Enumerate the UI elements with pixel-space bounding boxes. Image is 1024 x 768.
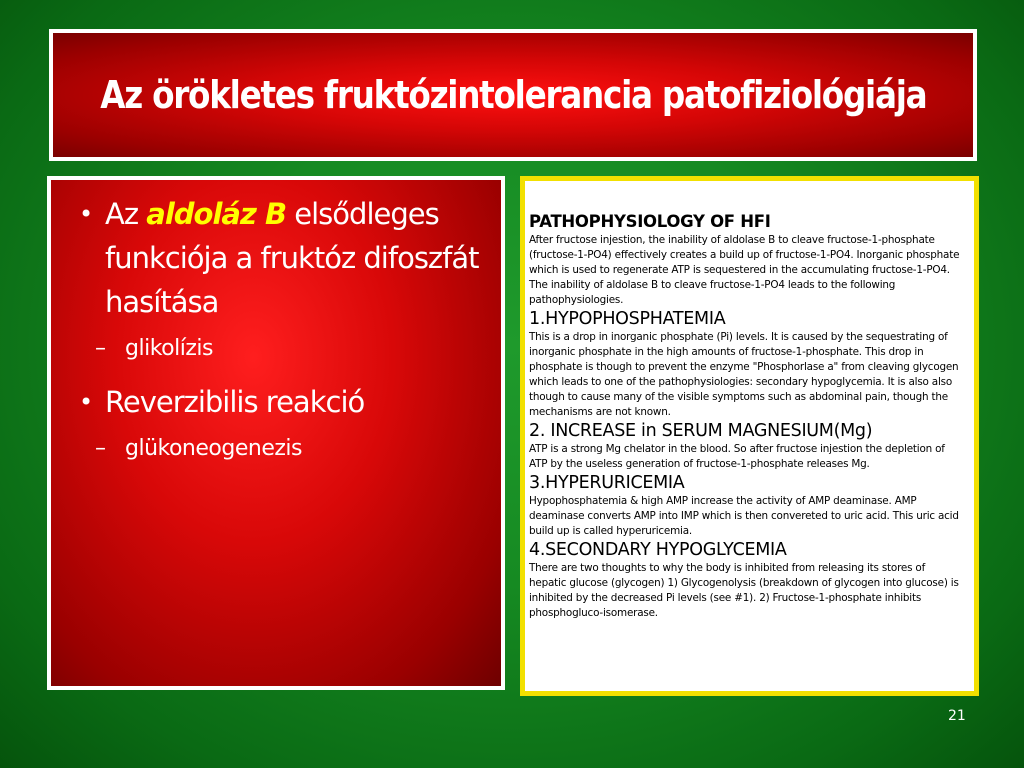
section-4-heading: 4.SECONDARY HYPOGLYCEMIA bbox=[529, 540, 787, 560]
slide-title: Az örökletes fruktózintolerancia patofiziológiája bbox=[99, 73, 927, 117]
bullet-2-text: Reverzibilis reakció bbox=[105, 385, 365, 419]
bullet-1-suffix: elsődleges funkciója a fruktóz difoszfát hasítása bbox=[105, 197, 479, 319]
bullet-panel bbox=[47, 176, 505, 690]
sub-item-1 bbox=[79, 330, 481, 368]
page-number: 21 bbox=[948, 708, 966, 724]
excerpt-document bbox=[529, 211, 965, 621]
bullet-dot-icon: • bbox=[79, 200, 93, 228]
section-1-heading: 1.HYPOPHOSPHATEMIA bbox=[529, 309, 726, 329]
section-3-text: Hypophosphatemia & high AMP increase the activity of AMP deaminase. AMP deaminase converts AMP into IMP which is then convereted to uric acid. This uric acid build up is called hyperuricemia. bbox=[529, 495, 959, 537]
section-2-text: ATP is a strong Mg chelator in the blood. So after fructose injestion the depletion of ATP by the useless generation of fructose-1-phosphate releases Mg. bbox=[529, 443, 945, 470]
section-3-heading: 3.HYPERURICEMIA bbox=[529, 473, 685, 493]
excerpt-image bbox=[520, 176, 979, 696]
bullet-1-highlight: aldoláz B bbox=[146, 197, 287, 231]
section-1-text: This is a drop in inorganic phosphate (Pi) levels. It is caused by the sequestrating of inorganic phosphate in the high amounts of fructose-1-phosphate. This drop in phosphate is though to prevent the enzyme "Phosphorlase a" from cleaving glycogen which leads to one of the pathophysiologies: secondary hypoglycemia. It is also also though to cause many of the visible symptoms such as abdominal pain, though the mechanisms are not known. bbox=[529, 331, 959, 418]
bullet-item-2 bbox=[79, 380, 481, 424]
sub-item-2-text: glükoneogenezis bbox=[125, 436, 302, 461]
section-2-heading: 2. INCREASE in SERUM MAGNESIUM(Mg) bbox=[529, 421, 873, 441]
section-4-text: There are two thoughts to why the body is inhibited from releasing its stores of hepatic glucose (glycogen) 1) Glycogenolysis (breakdown of glycogen into glucose) is inhibited by the decreased Pi levels (see #1). 2) Fructose-1-phosphate inhibits phosphogluco-isomerase. bbox=[529, 562, 959, 619]
dash-icon: – bbox=[95, 336, 106, 361]
excerpt-title: PATHOPHYSIOLOGY OF HFI bbox=[529, 212, 771, 231]
sub-item-2 bbox=[79, 430, 481, 468]
bullet-dot-icon: • bbox=[79, 388, 93, 416]
dash-icon: – bbox=[95, 436, 106, 461]
excerpt-intro: After fructose injestion, the inability of aldolase B to cleave fructose-1-phosphate (fructose-1-PO4) effectively creates a build up of fructose-1-PO4. Inorganic phosphate which is used to regenerate ATP is sequestered in the accumulating fructose-1-PO4. The inability of aldolase B to cleave fructose-1-PO4 leads to the following pathophysiologies. bbox=[529, 234, 960, 306]
bullet-1-prefix: Az bbox=[105, 197, 147, 231]
bullet-item-1 bbox=[79, 192, 481, 324]
sub-item-1-text: glikolízis bbox=[125, 336, 213, 361]
title-box bbox=[49, 29, 977, 161]
